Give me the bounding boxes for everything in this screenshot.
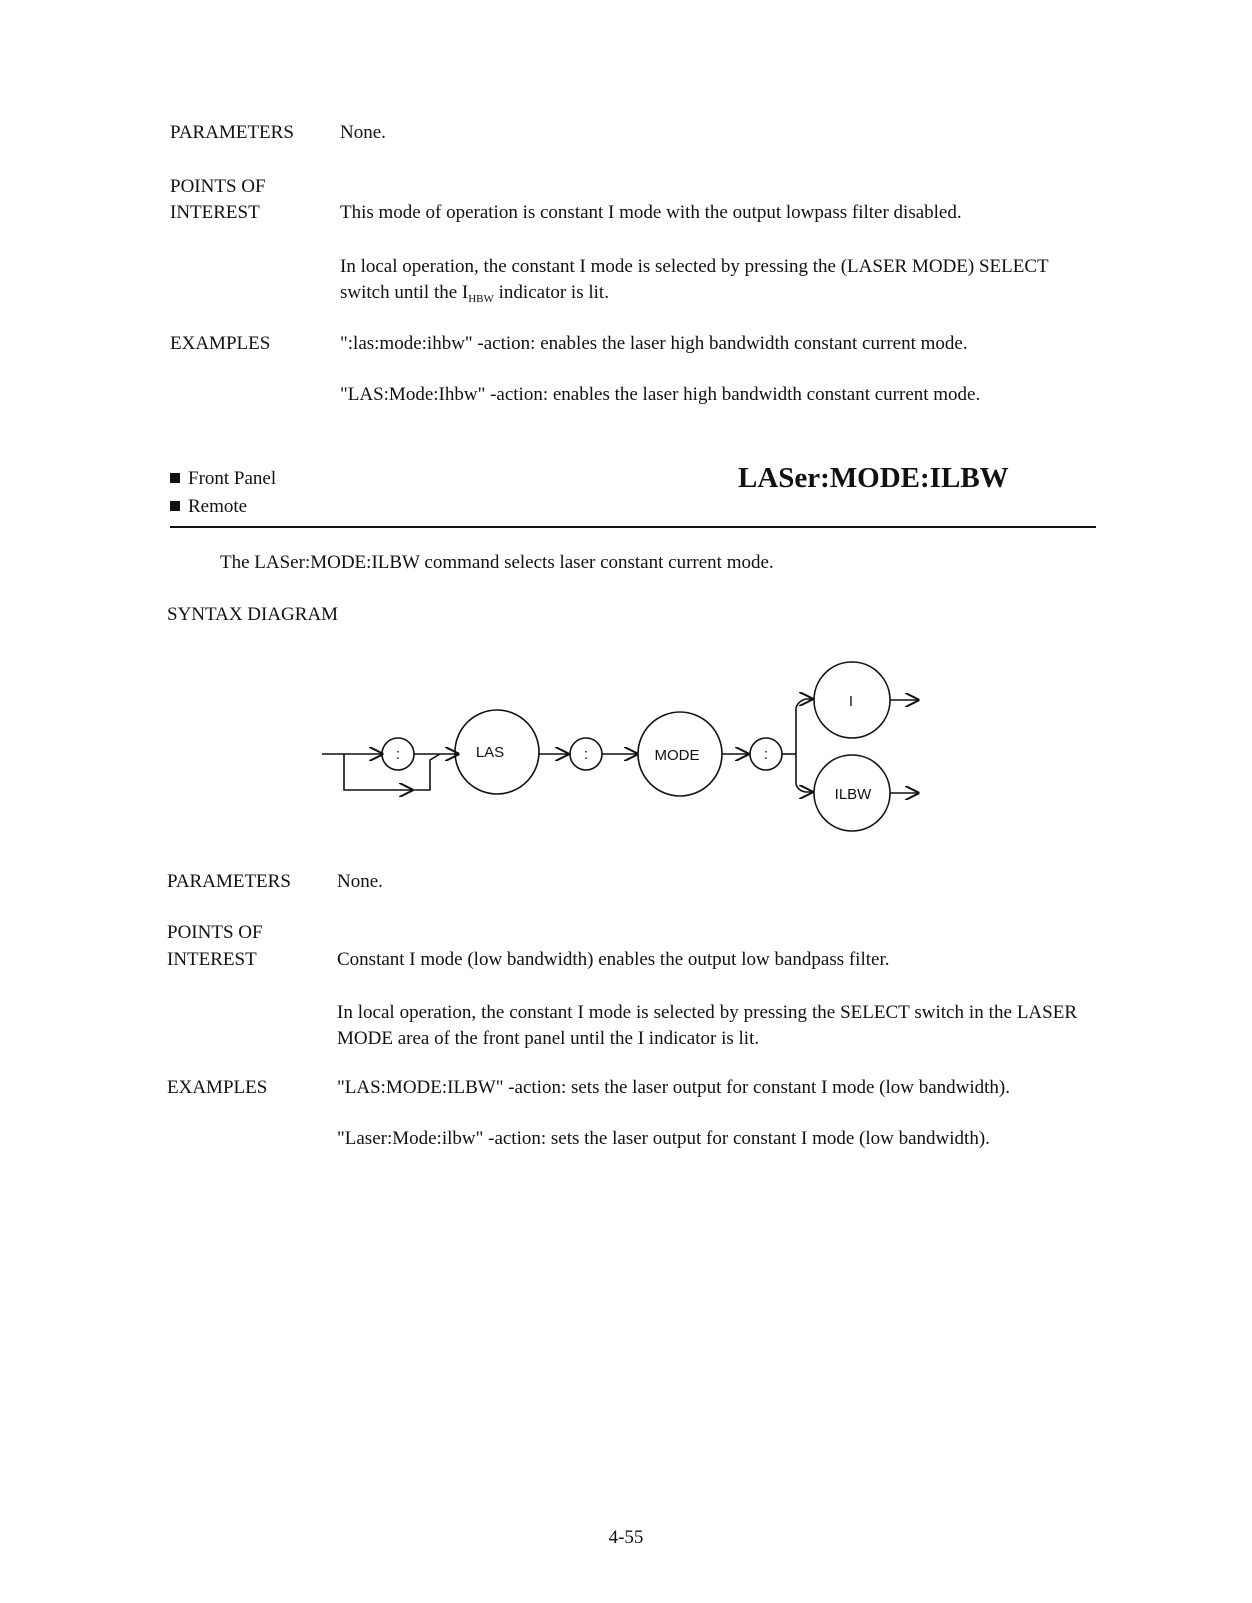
parameters-label-2: PARAMETERS	[167, 871, 291, 892]
las-label: LAS	[475, 744, 505, 761]
command-title: LASer:MODE:ILBW	[738, 462, 1009, 494]
parameters-label: PARAMETERS	[170, 122, 294, 143]
colon2-label: :	[583, 746, 589, 763]
colon1-label: :	[395, 746, 401, 763]
syntax-diagram-label: SYNTAX DIAGRAM	[167, 604, 339, 625]
bypass-loop	[344, 754, 412, 790]
points-of-interest-label-2-line2: INTEREST	[167, 949, 257, 970]
example-2-1: "LAS:MODE:ILBW" -action: sets the laser output for constant I mode (low bandwidth).	[337, 1077, 1010, 1098]
example-2: "LAS:Mode:Ihbw" -action: enables the laser high bandwidth constant current mode.	[340, 384, 981, 405]
points-of-interest-text-1: This mode of operation is constant I mode with the output lowpass filter disabled.	[340, 202, 962, 223]
command-intro: The LASer:MODE:ILBW command selects laser constant current mode.	[220, 552, 774, 573]
mode-label: MODE	[654, 747, 700, 764]
ilbw-label: ILBW	[834, 786, 872, 803]
examples-label: EXAMPLES	[170, 333, 271, 354]
bypass-join	[412, 754, 440, 790]
parameters-value-2: None.	[337, 871, 383, 892]
colon3-label: :	[763, 746, 769, 763]
parameters-value: None.	[340, 122, 386, 143]
i-label: I	[848, 693, 854, 710]
examples-label-2: EXAMPLES	[167, 1077, 268, 1098]
points-of-interest-label-line1: POINTS OF	[170, 176, 266, 197]
branch-ilbw	[796, 754, 812, 792]
points-of-interest-label-2-line1: POINTS OF	[167, 922, 263, 943]
branch-i	[796, 699, 812, 754]
remote-indicator: Remote	[170, 496, 247, 518]
example-1: ":las:mode:ihbw" -action: enables the laser high bandwidth constant current mode.	[340, 333, 968, 354]
points-of-interest-label-line2: INTEREST	[170, 202, 260, 223]
points-of-interest-2-text-1: Constant I mode (low bandwidth) enables the output low bandpass filter.	[337, 949, 890, 970]
points-of-interest-2-text-2: In local operation, the constant I mode is selected by pressing the SELECT switch in the LASER MODE area of the front panel until the I indicator is lit.	[337, 1002, 1077, 1049]
page-number: 4-55	[608, 1527, 644, 1548]
points-of-interest-text-2: In local operation, the constant I mode is selected by pressing the (LASER MODE) SELECT switch until the $I_{HBW}$ indicator is lit.	[340, 256, 1049, 305]
front-panel-indicator: Front Panel	[170, 468, 276, 490]
example-2-2: "Laser:Mode:ilbw" -action: sets the laser output for constant I mode (low bandwidth).	[337, 1128, 990, 1149]
